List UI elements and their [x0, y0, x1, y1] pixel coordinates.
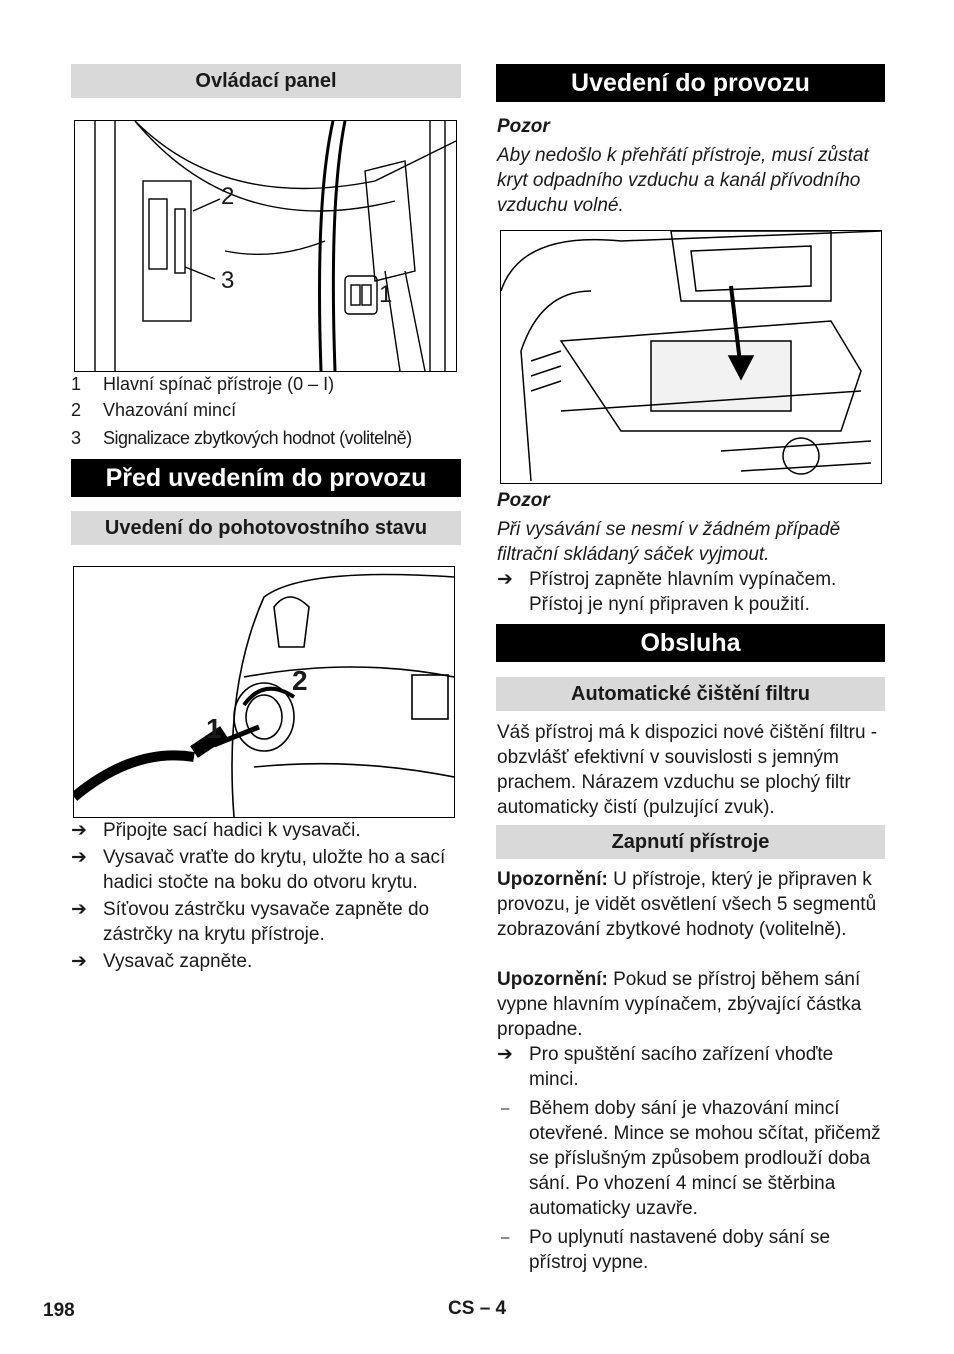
arrow-icon: ➔: [497, 1044, 513, 1065]
fig1-callout-2: 2: [221, 183, 235, 210]
dash-icon: –: [501, 1229, 510, 1246]
arrow-icon: ➔: [71, 820, 87, 841]
step-item: ➔ Síťovou zástrčku vysavače zapněte do zástrčky na krytu přístroje.: [71, 899, 430, 945]
coin-steps: [497, 1042, 887, 1277]
section-heading-operation: Obsluha: [496, 624, 885, 662]
section-heading-startup: Uvedení do provozu: [496, 64, 885, 102]
fig1-callout-3: 3: [221, 267, 235, 294]
caution-text: Aby nedošlo k přehřátí přístroje, musí zůstat kryt odpadního vzduchu a kanál přívodního vzduchu volné.: [497, 145, 869, 216]
filter-text: Váš přístroj má k dispozici nové čištění filtru - obzvlášť efektivní v souvislosti s jemným prachem. Nárazem vzduchu se plochý filtr automaticky čistí (pulzující zvuk).: [497, 722, 878, 818]
section-heading-before-operation: Před uvedením do provozu: [71, 459, 461, 497]
power-heading: Zapnutí přístroje: [496, 825, 885, 859]
step-item: – Během doby sání je vhazování mincí otevřené. Mince se mohou sčítat, přičemž se příslušným způsobem prodlouží doba sání. Po vhození 4 mincí se štěrbina automaticky uzavře.: [501, 1098, 881, 1219]
section-page-label: CS – 4: [448, 1298, 507, 1319]
caution-title: Pozor: [497, 116, 550, 137]
caution-title: Pozor: [497, 490, 550, 511]
filter-illustration: [501, 231, 881, 483]
arrow-icon: ➔: [71, 899, 87, 920]
filter-heading: Automatické čištění filtru: [496, 677, 885, 711]
standby-heading: Uvedení do pohotovostního stavu: [71, 511, 461, 545]
legend-item: 2 Vhazování mincí: [71, 400, 237, 420]
arrow-icon: ➔: [71, 847, 87, 868]
hose-connection-figure: [73, 566, 455, 818]
fig2-callout-2: 2: [292, 665, 308, 696]
step-item: ➔ Vysavač vraťte do krytu, uložte ho a sací hadici stočte na boku do otvoru krytu.: [71, 847, 446, 893]
power-on-steps: [497, 567, 885, 619]
caution-text: Při vysávání se nesmí v žádném případě filtrační skládaný sáček vyjmout.: [497, 519, 841, 565]
legend-item: 1 Hlavní spínač přístroje (0 – I): [71, 374, 335, 394]
step-item: ➔ Pro spuštění sacího zařízení vhoďte minci.: [497, 1044, 834, 1090]
arrow-icon: ➔: [497, 569, 513, 590]
dash-icon: –: [501, 1100, 510, 1117]
control-panel-illustration: [75, 121, 456, 371]
step-item: – Po uplynutí nastavené doby sání se přístroj vypne.: [501, 1227, 831, 1273]
page-number: 198: [43, 1300, 75, 1321]
step-item: ➔ Připojte sací hadici k vysavači.: [71, 820, 361, 841]
filter-figure: [500, 230, 882, 484]
fig2-callout-1: 1: [206, 713, 222, 744]
step-item: ➔ Přístroj zapněte hlavním vypínačem. Přístoj je nyní připraven k použití.: [497, 569, 837, 615]
step-item: ➔ Vysavač zapněte.: [71, 951, 253, 972]
legend-item: 3 Signalizace zbytkových hodnot (volitelně): [71, 428, 412, 448]
arrow-icon: ➔: [71, 951, 87, 972]
control-panel-figure: [74, 120, 457, 372]
hose-connection-illustration: [74, 567, 454, 817]
note-1: Upozornění: U přístroje, který je připraven k provozu, je vidět osvětlení všech 5 segmentů zobrazování zbytkové hodnoty (volitelně).: [497, 869, 877, 940]
fig1-callout-1: 1: [379, 281, 393, 308]
note-2: Upozornění: Pokud se přístroj během sání vypne hlavním vypínačem, zbývající částka propadne.: [497, 969, 862, 1040]
setup-steps: [71, 818, 463, 976]
control-panel-heading: Ovládací panel: [71, 64, 461, 98]
